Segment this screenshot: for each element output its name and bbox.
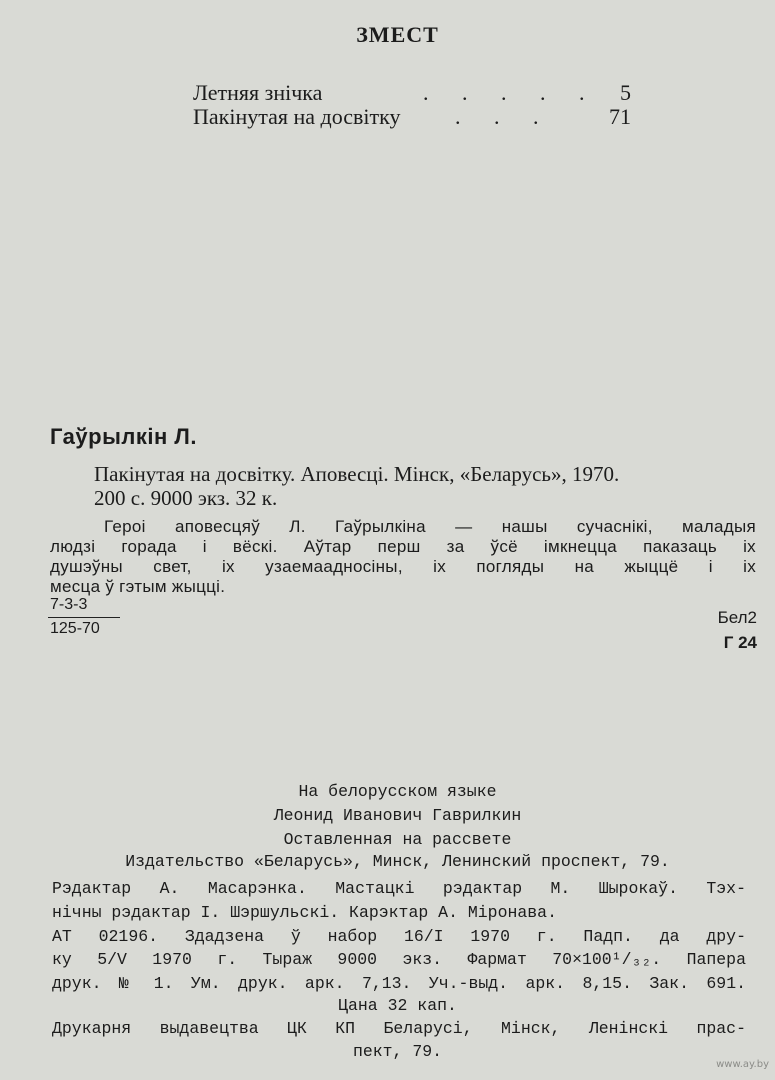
imprint-line: нічны рэдактар І. Шэршульскі. Карэктар А. Міронава. (52, 903, 557, 922)
toc-item-page: 5 (620, 80, 631, 105)
imprint-line: друк. № 1. Ум. друк. арк. 7,13. Уч.-выд. арк. 8,15. Зак. 691. (52, 974, 746, 993)
card-annotation-line: месца ў гэтым жыцці. (50, 577, 226, 596)
toc-item-dots: . . . . . (423, 80, 599, 105)
card-annotation-line: людзі горада і вёскі. Аўтар перш за ўсё імкнецца паказаць іх (50, 537, 756, 556)
card-code-numerator: 7-3-3 (50, 596, 88, 613)
card-bib-title: Пакінутая на досвітку. Аповесці. Мінск, «Беларусь», 1970. (94, 462, 620, 486)
imprint-line: ку 5/V 1970 г. Тыраж 9000 экз. Фармат 70×100¹/₃₂. Папера (52, 950, 746, 969)
toc-item-dots: . . . (455, 104, 553, 129)
imprint-language: На белорусском языке (298, 782, 497, 801)
toc-item-title: Летняя знічка (193, 80, 323, 105)
card-bib-details: 200 с. 9000 экз. 32 к. (94, 486, 278, 510)
imprint-publisher: Издательство «Беларусь», Минск, Ленинский проспект, 79. (125, 852, 670, 871)
imprint-title: Оставленная на рассвете (283, 830, 512, 849)
imprint-price: Цана 32 кап. (338, 996, 457, 1015)
toc-item-page: 71 (609, 104, 631, 129)
imprint-author: Леонид Иванович Гаврилкин (273, 806, 522, 825)
card-code-fraction-line (48, 617, 120, 618)
toc-item-title: Пакінутая на досвітку (193, 104, 401, 129)
card-annotation-line: Героі аповесцяў Л. Гаўрылкіна — нашы сучаснікі, маладыя (104, 517, 756, 536)
card-classification: Бел2 (717, 608, 757, 627)
card-author: Гаўрылкін Л. (50, 424, 197, 449)
contents-title: ЗМЕСТ (356, 22, 439, 47)
imprint-printer: Друкарня выдавецтва ЦК КП Беларусі, Мінск, Ленінскі прас- (52, 1019, 746, 1038)
card-code-denominator: 125-70 (50, 620, 100, 637)
toc-item (193, 104, 631, 134)
watermark: www.ay.by (716, 1059, 769, 1070)
card-annotation-line: душэўны свет, іх узаемаадносіны, іх погляды на жыццё і іх (50, 557, 756, 576)
card-author-mark: Г 24 (723, 633, 757, 652)
imprint-line: АТ 02196. Здадзена ў набор 16/I 1970 г. Падп. да дру- (52, 927, 746, 946)
imprint-line: Рэдактар А. Масарэнка. Мастацкі рэдактар М. Шырокаў. Тэх- (52, 879, 746, 898)
imprint-printer-address: пект, 79. (352, 1042, 443, 1061)
